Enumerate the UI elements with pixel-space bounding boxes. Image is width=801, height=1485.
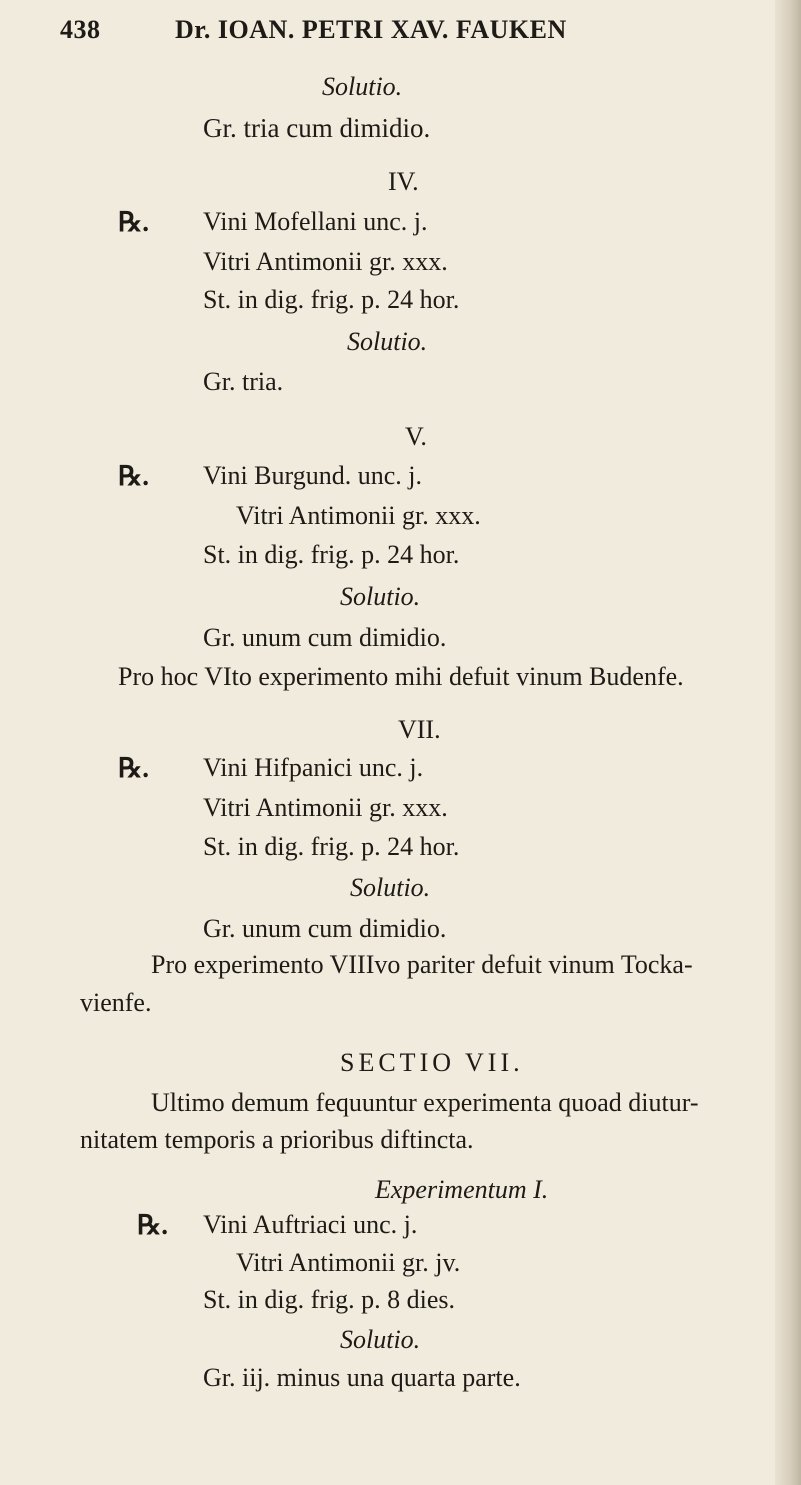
text-line: St. in dig. frig. p. 24 hor.: [203, 540, 460, 569]
text-line: Gr. iij. minus una quarta parte.: [203, 1363, 521, 1392]
page-edge: [775, 0, 801, 1485]
text-line: Ultimo demum fequuntur experimenta quoad diutur-: [151, 1088, 699, 1117]
text-line: Gr. unum cum dimidio.: [203, 623, 447, 652]
recipe-symbol: ℞.: [118, 753, 149, 783]
text-line: Vitri Antimonii gr. jv.: [236, 1248, 461, 1277]
text-line: St. in dig. frig. p. 24 hor.: [203, 832, 460, 861]
running-title: Dr. IOAN. PETRI XAV. FAUKEN: [175, 15, 567, 44]
text-line: Vini Burgund. unc. j.: [203, 461, 422, 490]
text-line: Vini Auftriaci unc. j.: [203, 1210, 418, 1239]
text-line: Vitri Antimonii gr. xxx.: [236, 501, 481, 530]
text-line: Vini Mofellani unc. j.: [203, 207, 428, 236]
text-line: Vini Hifpanici unc. j.: [203, 753, 424, 782]
experiment-heading: Experimentum I.: [375, 1175, 549, 1204]
text-line: Vitri Antimonii gr. xxx.: [203, 247, 448, 276]
text-line: Gr. tria.: [203, 367, 284, 396]
text-line: Gr. unum cum dimidio.: [203, 914, 447, 943]
page-number: 438: [60, 15, 101, 44]
recipe-symbol: ℞.: [118, 461, 149, 491]
recipe-symbol: ℞.: [118, 207, 149, 237]
section-heading: SECTIO VII.: [340, 1048, 524, 1077]
text-line: nitatem temporis a prioribus diftincta.: [80, 1125, 474, 1154]
text-line: Vitri Antimonii gr. xxx.: [203, 793, 448, 822]
solutio-heading: Solutio.: [347, 327, 428, 356]
text-line: Pro hoc VIto experimento mihi defuit vinum Budenfe.: [118, 662, 684, 691]
text-line: St. in dig. frig. p. 8 dies.: [203, 1285, 456, 1314]
experiment-number: IV.: [388, 167, 419, 196]
solutio-heading: Solutio.: [340, 1325, 421, 1354]
experiment-number: VII.: [398, 715, 441, 744]
solutio-heading: Solutio.: [322, 72, 403, 101]
text-line: St. in dig. frig. p. 24 hor.: [203, 285, 460, 314]
text-line: Pro experimento VIIIvo pariter defuit vinum Tocka-: [151, 950, 693, 979]
solutio-heading: Solutio.: [340, 582, 421, 611]
solutio-heading: Solutio.: [350, 873, 431, 902]
recipe-symbol: ℞.: [137, 1210, 168, 1240]
text-line: Gr. tria cum dimidio.: [203, 113, 431, 143]
text-line: vienfe.: [80, 988, 152, 1017]
experiment-number: V.: [405, 422, 427, 451]
